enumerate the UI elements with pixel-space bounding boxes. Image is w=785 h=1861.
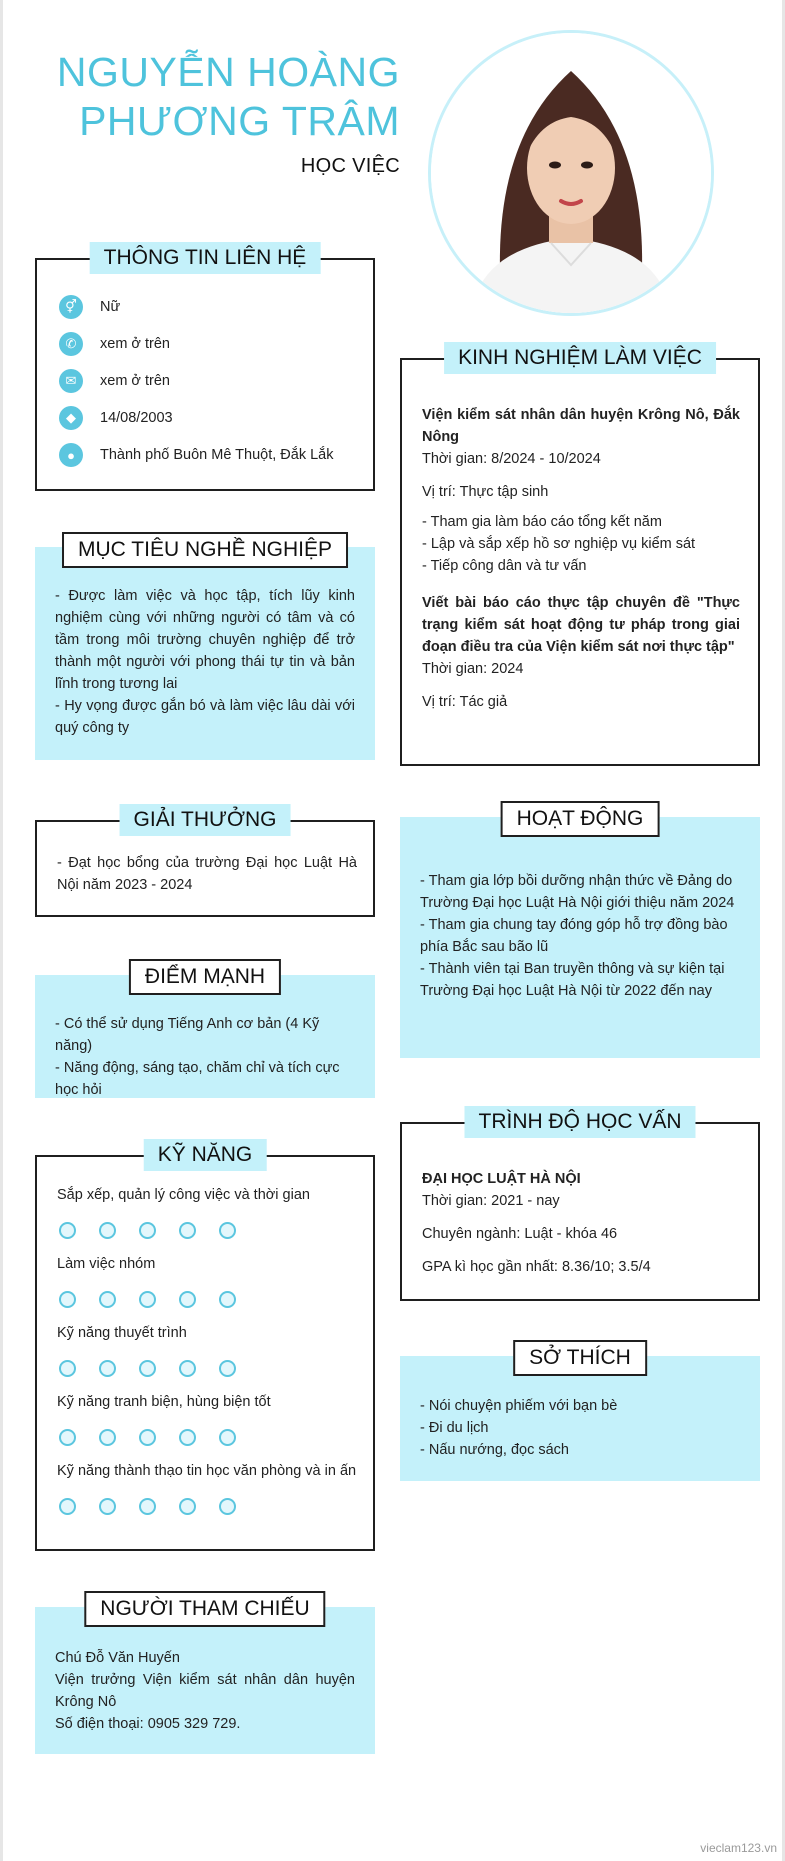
job-position: Vị trí: Thực tập sinh <box>422 484 549 500</box>
hobby-item: - Nấu nướng, đọc sách <box>420 1442 569 1458</box>
job-duties <box>422 511 740 577</box>
activities-section <box>400 807 760 1058</box>
gender-value: Nữ <box>100 299 121 315</box>
activity-item: - Thành viên tại Ban truyền thông và sự kiện tại Trường Đại học Luật Hà Nội từ 2022 đến nay <box>420 961 725 999</box>
contact-gender <box>59 295 120 319</box>
birthday-value: 14/08/2003 <box>100 410 173 426</box>
skill-label: Kỹ năng thành thạo tin học văn phòng và in ấn <box>57 1463 357 1479</box>
skill-rating <box>59 1429 259 1446</box>
contact-section <box>35 246 375 491</box>
rating-dot <box>139 1222 156 1239</box>
job-organization: Viện kiểm sát nhân dân huyện Krông Nô, Đắk Nông <box>422 407 740 445</box>
job-organization: Viết bài báo cáo thực tập chuyên đề "Thực trạng kiểm sát hoạt động tư pháp trong giai đoạn điều tra của Viện kiểm sát nơi thực tập" <box>422 595 740 655</box>
duty-item: - Tham gia làm báo cáo tổng kết năm <box>422 514 662 530</box>
skill-label: Làm việc nhóm <box>57 1256 156 1272</box>
job-time: Thời gian: 2024 <box>422 661 524 677</box>
rating-dot <box>59 1222 76 1239</box>
rating-dot <box>99 1429 116 1446</box>
contact-birthday <box>59 406 173 430</box>
objective-title: MỤC TIÊU NGHỀ NGHIỆP <box>62 532 348 568</box>
rating-dot <box>139 1360 156 1377</box>
skill-rating <box>59 1222 259 1239</box>
objective-section <box>35 538 375 760</box>
strengths-line-2: - Năng động, sáng tạo, chăm chỉ và tích cực học hỏi <box>55 1060 340 1098</box>
experience-section <box>400 346 760 766</box>
rating-dot <box>139 1498 156 1515</box>
rating-dot <box>99 1498 116 1515</box>
objective-line-1: - Được làm việc và học tập, tích lũy kinh nghiệm cùng với những người có tâm và có tầm trong môi trường chuyên nghiệp để trở thành một người với phong thái tự tin và bản lĩnh trong tương lai <box>55 588 355 692</box>
hobby-item: - Nói chuyện phiếm với bạn bè <box>420 1398 618 1414</box>
activity-item: - Tham gia lớp bồi dưỡng nhận thức về Đảng do Trường Đại học Luật Hà Nội giới thiệu năm 2024 <box>420 873 735 911</box>
skills-title: KỸ NĂNG <box>144 1139 267 1171</box>
activities-title: HOẠT ĐỘNG <box>501 801 660 837</box>
rating-dot <box>59 1498 76 1515</box>
name-line-1: NGUYỄN HOÀNG <box>56 49 400 95</box>
reference-position: Viện trưởng Viện kiểm sát nhân dân huyện Krông Nô <box>55 1672 355 1710</box>
rating-dot <box>219 1429 236 1446</box>
education-time: Thời gian: 2021 - nay <box>422 1193 560 1209</box>
duty-item: - Tiếp công dân và tư vấn <box>422 558 587 574</box>
profile-photo <box>428 30 714 316</box>
awards-title: GIẢI THƯỞNG <box>120 804 291 836</box>
rating-dot <box>179 1360 196 1377</box>
rating-dot <box>99 1360 116 1377</box>
contact-location <box>59 443 334 467</box>
location-icon: ● <box>59 443 83 467</box>
email-value: xem ở trên <box>100 373 170 389</box>
skill-rating <box>59 1291 259 1308</box>
rating-dot <box>139 1429 156 1446</box>
experience-title: KINH NGHIỆM LÀM VIỆC <box>444 342 716 374</box>
rating-dot <box>59 1291 76 1308</box>
education-title: TRÌNH ĐỘ HỌC VẤN <box>464 1106 695 1138</box>
phone-value: xem ở trên <box>100 336 170 352</box>
awards-section <box>35 808 375 917</box>
objective-text <box>55 585 355 739</box>
rating-dot <box>99 1291 116 1308</box>
strengths-title: ĐIỂM MẠNH <box>129 959 281 995</box>
hobbies-text <box>420 1395 740 1461</box>
education-gpa: GPA kì học gần nhất: 8.36/10; 3.5/4 <box>422 1259 651 1275</box>
activity-item: - Tham gia chung tay đóng góp hỗ trợ đồng bào phía Bắc sau bão lũ <box>420 917 728 955</box>
email-icon: ✉ <box>59 369 83 393</box>
birthday-icon: ◆ <box>59 406 83 430</box>
reference-section <box>35 1597 375 1754</box>
skill-label: Kỹ năng thuyết trình <box>57 1325 187 1341</box>
rating-dot <box>139 1291 156 1308</box>
strengths-section <box>35 965 375 1098</box>
rating-dot <box>219 1291 236 1308</box>
reference-phone: Số điện thoại: 0905 329 729. <box>55 1716 241 1732</box>
reference-title: NGƯỜI THAM CHIẾU <box>84 1591 325 1627</box>
rating-dot <box>219 1360 236 1377</box>
education-section <box>400 1110 760 1301</box>
location-value: Thành phố Buôn Mê Thuột, Đắk Lắk <box>100 447 334 463</box>
watermark: vieclam123.vn <box>700 1841 777 1855</box>
reference-text <box>55 1647 355 1735</box>
rating-dot <box>219 1222 236 1239</box>
rating-dot <box>99 1222 116 1239</box>
skill-rating <box>59 1360 259 1377</box>
page-edge-left <box>0 0 3 1861</box>
rating-dot <box>179 1222 196 1239</box>
education-major: Chuyên ngành: Luật - khóa 46 <box>422 1226 618 1242</box>
activities-text <box>420 870 740 1002</box>
rating-dot <box>219 1498 236 1515</box>
gender-icon: ⚥ <box>59 295 83 319</box>
contact-title: THÔNG TIN LIÊN HỆ <box>90 242 321 274</box>
hobbies-section <box>400 1346 760 1481</box>
skill-rating <box>59 1498 259 1515</box>
skill-label: Kỹ năng tranh biện, hùng biện tốt <box>57 1394 271 1410</box>
portrait-illustration <box>431 33 711 313</box>
phone-icon: ✆ <box>59 332 83 356</box>
contact-phone <box>59 332 170 356</box>
skills-section <box>35 1143 375 1551</box>
job-role: HỌC VIỆC <box>300 155 400 177</box>
hobby-item: - Đi du lịch <box>420 1420 489 1436</box>
objective-line-2: - Hy vọng được gắn bó và làm việc lâu dài với quý công ty <box>55 698 355 736</box>
rating-dot <box>59 1429 76 1446</box>
job-position: Vị trí: Tác giả <box>422 694 508 710</box>
name-line-2: PHƯƠNG TRÂM <box>79 98 400 144</box>
strengths-line-1: - Có thể sử dụng Tiếng Anh cơ bản (4 Kỹ năng) <box>55 1016 320 1054</box>
job-time: Thời gian: 8/2024 - 10/2024 <box>422 451 601 467</box>
rating-dot <box>179 1429 196 1446</box>
duty-item: - Lập và sắp xếp hồ sơ nghiệp vụ kiểm sát <box>422 536 696 552</box>
rating-dot <box>179 1498 196 1515</box>
strengths-text <box>55 1013 360 1101</box>
candidate-name <box>57 48 400 146</box>
hobbies-title: SỞ THÍCH <box>513 1340 647 1376</box>
school-name: ĐẠI HỌC LUẬT HÀ NỘI <box>422 1171 581 1187</box>
reference-name: Chú Đỗ Văn Huyến <box>55 1650 180 1666</box>
rating-dot <box>59 1360 76 1377</box>
skill-label: Sắp xếp, quản lý công việc và thời gian <box>57 1187 310 1203</box>
awards-text: - Đạt học bổng của trường Đại học Luật Hà Nội năm 2023 - 2024 <box>57 855 357 893</box>
contact-email <box>59 369 170 393</box>
rating-dot <box>179 1291 196 1308</box>
